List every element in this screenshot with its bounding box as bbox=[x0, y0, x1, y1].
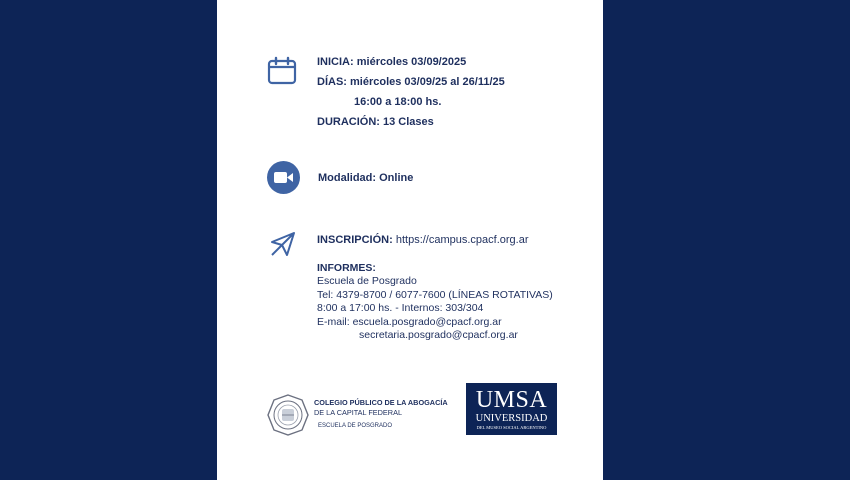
reports-title: INFORMES: bbox=[317, 262, 376, 274]
umsa-logo-title: UMSA bbox=[475, 387, 548, 413]
registration: INSCRIPCIÓN: https://campus.cpacf.org.ar bbox=[317, 234, 529, 246]
umsa-logo bbox=[466, 383, 557, 435]
modality: Modalidad: Online bbox=[318, 172, 414, 184]
course-hours: 16:00 a 18:00 hs. bbox=[354, 96, 442, 108]
calendar-icon bbox=[267, 56, 297, 86]
colegio-school: ESCUELA DE POSGRADO bbox=[318, 423, 393, 429]
start-date: INICIA: miércoles 03/09/2025 bbox=[317, 56, 467, 68]
colegio-name-line2: DE LA CAPITAL FEDERAL bbox=[314, 408, 402, 417]
info-card bbox=[217, 0, 603, 480]
send-icon bbox=[270, 231, 296, 257]
colegio-seal-icon bbox=[267, 394, 309, 436]
course-days: DÍAS: miércoles 03/09/25 al 26/11/25 bbox=[317, 76, 505, 88]
reports-phone: Tel: 4379-8700 / 6077-7600 (LÍNEAS ROTATIVAS) bbox=[317, 288, 553, 301]
registration-link[interactable]: https://campus.cpacf.org.ar bbox=[395, 234, 529, 246]
umsa-logo-subtitle: UNIVERSIDAD bbox=[475, 413, 548, 424]
reports-email-secondary[interactable]: secretaria.posgrado@cpacf.org.ar bbox=[359, 329, 518, 341]
colegio-name-line1: COLEGIO PÚBLICO DE LA ABOGACÍA bbox=[314, 398, 448, 407]
umsa-logo-small: DEL MUSEO SOCIAL ARGENTINO bbox=[476, 425, 547, 430]
reports-email[interactable]: E-mail: escuela.posgrado@cpacf.org.ar bbox=[317, 315, 502, 328]
video-camera-icon bbox=[267, 161, 300, 194]
course-duration: DURACIÓN: 13 Clases bbox=[317, 116, 434, 128]
reports-hours: 8:00 a 17:00 hs. - Internos: 303/304 bbox=[317, 302, 484, 314]
reports-school: Escuela de Posgrado bbox=[317, 275, 417, 287]
